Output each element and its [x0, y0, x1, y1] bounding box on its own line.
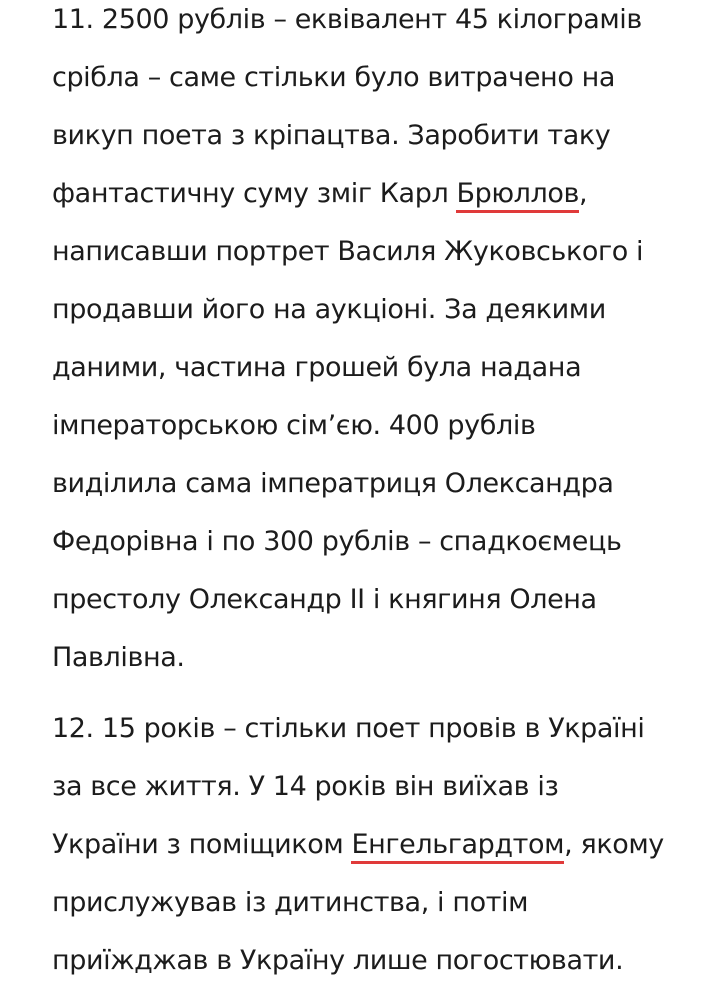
paragraph-11 — [52, 0, 643, 687]
text-line: Павлівна. — [52, 642, 185, 673]
paragraph-12 — [52, 700, 664, 990]
text-line: виділила сама імператриця Олександра — [52, 468, 614, 499]
text-line: даними, частина грошей була надана — [52, 352, 582, 383]
text-line: 12. 15 років – стільки поет провів в Україні — [52, 713, 645, 744]
text-line-with-link — [52, 816, 664, 874]
link-engelgardt[interactable]: Енгельгардтом — [351, 829, 564, 864]
text-line: Федорівна і по 300 рублів – спадкоємець — [52, 526, 622, 557]
text-line-with-link — [52, 165, 643, 223]
text-line: імператорською сім’єю. 400 рублів — [52, 410, 536, 441]
text-line: престолу Олександр II і княгиня Олена — [52, 584, 597, 615]
text-line: продавши його на аукціоні. За деякими — [52, 294, 606, 325]
text-line: срібла – саме стільки було витрачено на — [52, 62, 616, 93]
text-segment: України з поміщиком — [52, 829, 352, 860]
link-bryullov[interactable]: Брюллов — [456, 178, 579, 213]
text-line: прислужував із дитинства, і потім — [52, 887, 529, 918]
text-line: приїжджав в Україну лише погостювати. — [52, 945, 624, 976]
text-line: викуп поета з кріпацтва. Заробити таку — [52, 120, 611, 151]
text-segment: , — [579, 178, 588, 209]
text-segment: фантастичну суму зміг Карл — [52, 178, 457, 209]
text-line: за все життя. У 14 років він виїхав із — [52, 771, 559, 802]
text-line: написавши портрет Василя Жуковського і — [52, 236, 644, 267]
text-line: 11. 2500 рублів – еквівалент 45 кілограмів — [52, 4, 642, 35]
text-segment: , якому — [564, 829, 664, 860]
